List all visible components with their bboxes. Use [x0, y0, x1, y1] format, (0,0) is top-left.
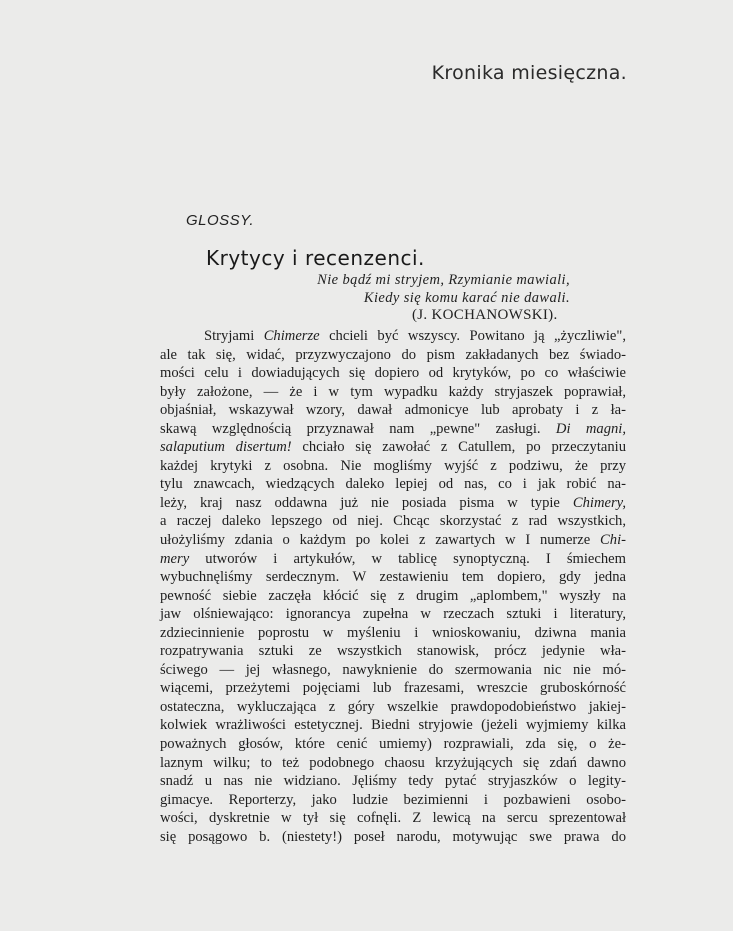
article-title: Krytycy i recenzenci.	[206, 246, 425, 270]
italic-text-run: salaputium disertum!	[160, 439, 292, 456]
text-run: tylu znawcach, wiedzących daleko lepiej od nas, co i jak robić na-	[160, 476, 626, 493]
text-run: ostateczna, wykluczająca z góry wszelkie prawdopodobieństwo jakiej-	[160, 698, 626, 715]
text-run: utworów i artykułów, w tablicę synoptyczną. I śmiechem	[189, 550, 626, 567]
text-run: ale tak się, widać, przyzwyczajono do pism zakładanych bez świado-	[160, 346, 626, 363]
body-line	[160, 457, 626, 476]
body-line	[160, 624, 626, 643]
epigraph-author: (J. KOCHANOWSKI).	[412, 307, 558, 323]
text-run: a raczej daleko lepszego od niej. Chcąc skorzystać z rad wszystkich,	[160, 513, 626, 530]
body-line	[160, 828, 626, 847]
italic-text-run: Chimery,	[572, 494, 626, 511]
body-line	[160, 809, 626, 828]
text-run: były założone, — że i w tym wypadku każdy stryjaszek poprawiał,	[160, 383, 626, 400]
text-run: laznym wilku; to też podobnego chaosu krzyżujących się zdań dawno	[160, 754, 626, 771]
body-line	[160, 772, 626, 791]
body-line	[160, 791, 626, 810]
italic-text-run: Chimerze	[263, 328, 320, 344]
text-run: skawą względnością przyznawał nam „pewne" zasługi.	[160, 420, 556, 437]
body-line	[160, 642, 626, 661]
text-run: wybuchnęliśmy serdecznym. W zestawieniu tem dopiero, gdy jedna	[160, 569, 626, 586]
italic-text-run: Di magni,	[555, 420, 626, 437]
body-line	[160, 568, 626, 587]
text-run: poważnych głosów, które cenić umiemy) rozprawiali, zda się, o że-	[160, 736, 626, 753]
text-run: chcieli być wszyscy. Powitano ją „życzliwie",	[319, 328, 626, 344]
section-label: GLOSSY.	[186, 212, 254, 229]
running-head: Kronika miesięczna.	[431, 62, 627, 84]
body-line	[160, 438, 626, 457]
body-line	[160, 587, 626, 606]
body-line	[160, 531, 626, 550]
body-line	[160, 475, 626, 494]
body-line	[160, 679, 626, 698]
body-line	[160, 383, 626, 402]
text-run: gimacye. Reporterzy, jako ludzie bezimienni i pozbawieni osobo-	[160, 791, 626, 808]
text-run: Stryjami	[204, 328, 264, 344]
italic-text-run: Chi-	[600, 532, 626, 549]
body-line	[160, 754, 626, 773]
body-line	[160, 550, 626, 569]
body-line	[160, 698, 626, 717]
body-line	[160, 494, 626, 513]
body-line	[160, 364, 626, 383]
body-line	[160, 327, 626, 346]
text-run: ściwego — jej własnego, nawyknienie do szermowania nic nie mó-	[160, 661, 626, 678]
text-run: pewność siebie zaczęła kłócić się z drugim „aplombem," wyszły na	[160, 587, 626, 604]
text-run: kolwiek wrażliwości estetycznej. Biedni stryjowie (jeżeli wyjmiemy kilka	[160, 717, 626, 734]
epigraph-line-2: Kiedy się komu karać nie dawali.	[363, 290, 570, 306]
text-run: ułożyliśmy zdania o każdym po kolei z zawartych w I numerze	[160, 532, 601, 549]
text-run: objaśniał, wskazywał wzory, dawał admonicye lub aprobaty i z ła-	[160, 402, 626, 419]
text-run: snadź u nas nie widziano. Jęliśmy tedy pytać stryjaszków o legity-	[160, 773, 626, 790]
body-line	[160, 420, 626, 439]
body-line	[160, 346, 626, 365]
body-line	[160, 512, 626, 531]
text-run: się posągowo b. (niestety!) poseł narodu, motywując swe prawa do	[160, 828, 626, 845]
text-run: mości celu i dowiadujących się dopiero od krytyków, po co właściwie	[160, 365, 626, 382]
body-line	[160, 735, 626, 754]
text-run: wości, dyskretnie w tył się cofnęli. Z lewicą na sercu sprezentował	[160, 810, 626, 827]
body-line	[160, 401, 626, 420]
text-run: zdziecinnienie poprostu w myśleniu i wnioskowaniu, dziwna mania	[160, 624, 626, 641]
epigraph-line-1: Nie bądź mi stryjem, Rzymianie mawiali,	[317, 272, 570, 288]
text-run: jaw olśniewająco: ignorancya zupełna w rzeczach sztuki i literatury,	[160, 606, 626, 623]
body-line	[160, 661, 626, 680]
body-line	[160, 716, 626, 735]
body-line	[160, 605, 626, 624]
text-run: chciało się zawołać z Catullem, po przeczytaniu	[291, 439, 627, 456]
italic-text-run: mery	[160, 550, 190, 567]
text-run: każdej krytyki z osobna. Nie mogliśmy wyjść z podziwu, że przy	[160, 457, 626, 474]
text-run: wiącemi, przeżytemi pojęciami lub frazesami, wreszcie gruboskórność	[160, 680, 626, 697]
text-run: leży, kraj nasz oddawna już nie posiada pisma w typie	[160, 494, 573, 511]
body-text	[160, 327, 626, 846]
text-run: rozpatrywania sztuki ze wszystkich stanowisk, prócz jedynie wła-	[160, 643, 626, 660]
